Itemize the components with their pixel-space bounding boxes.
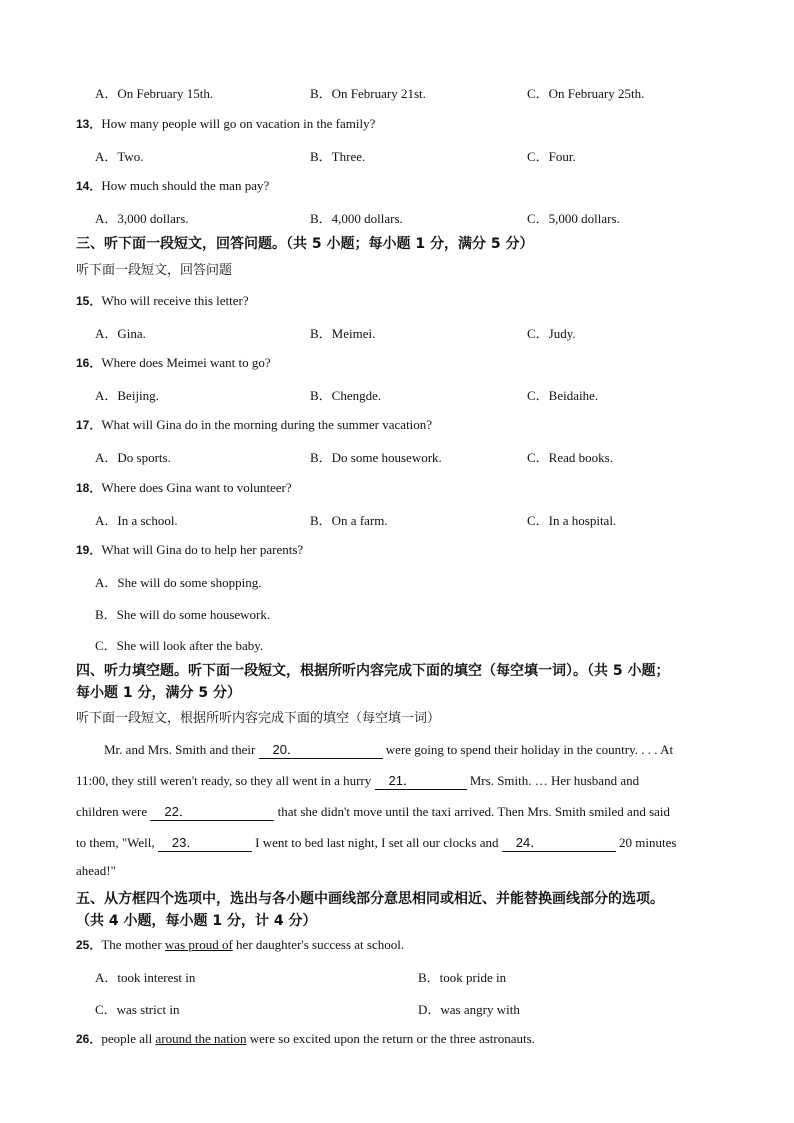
q15-option-a[interactable]: A．Gina. (95, 326, 146, 341)
question-17 (76, 416, 432, 433)
question-number: 15． (76, 294, 102, 308)
question-number: 13． (76, 117, 102, 131)
q13-option-a[interactable]: A．Two. (95, 149, 144, 164)
passage-text: that she didn't move until the taxi arrived. Then Mrs. Smith smiled and said (277, 804, 671, 819)
passage-text: children were (76, 804, 148, 819)
q13-option-b[interactable]: B．Three. (310, 149, 366, 164)
passage-line-2 (76, 770, 639, 790)
question-text: Where does Meimei want to go? (101, 355, 271, 370)
blank-22[interactable] (150, 801, 274, 821)
question-text: people all (101, 1031, 153, 1046)
passage-text: Mrs. Smith. … Her husband and (469, 773, 640, 788)
blank-23[interactable] (158, 832, 252, 852)
question-19 (76, 541, 303, 558)
question-text: How many people will go on vacation in the family? (101, 116, 376, 131)
section-4-heading-line-2: 每小题 1 分，满分 5 分） (76, 685, 241, 701)
passage-line-4 (76, 832, 676, 852)
question-text: What will Gina do to help her parents? (101, 542, 304, 557)
q19-option-a[interactable]: A．She will do some shopping. (95, 575, 262, 590)
q25-option-b[interactable]: B．took pride in (418, 970, 507, 985)
q16-option-b[interactable]: B．Chengde. (310, 388, 382, 403)
question-text: were so excited upon the return or the three astronauts. (249, 1031, 535, 1046)
q17-option-a[interactable]: A．Do sports. (95, 450, 171, 465)
question-text: How much should the man pay? (101, 178, 270, 193)
q16-option-c[interactable]: C．Beidaihe. (527, 388, 599, 403)
passage-line-1 (104, 739, 673, 759)
section-4-heading-line-1: 四、听力填空题。听下面一段短文，根据所听内容完成下面的填空（每空填一词）。（共 5 小题； (76, 663, 670, 679)
section-5-heading-line-1: 五、从方框四个选项中，选出与各小题中画线部分意思相同或相近、并能替换画线部分的选项。 (76, 891, 664, 907)
question-15 (76, 292, 249, 309)
q14-option-c[interactable]: C．5,000 dollars. (527, 211, 620, 226)
q17-option-c[interactable]: C．Read books. (527, 450, 613, 465)
q15-option-b[interactable]: B．Meimei. (310, 326, 376, 341)
blank-number: 24． (515, 835, 544, 850)
question-text: her daughter's success at school. (236, 937, 405, 952)
q12-option-b[interactable]: B．On February 21st. (310, 86, 426, 101)
q14-option-b[interactable]: B．4,000 dollars. (310, 211, 403, 226)
q17-option-b[interactable]: B．Do some housework. (310, 450, 442, 465)
question-number: 25． (76, 938, 102, 952)
question-13 (76, 115, 375, 132)
question-number: 14． (76, 179, 102, 193)
section-3-instruction: 听下面一段短文，回答问题 (76, 263, 233, 278)
question-number: 19． (76, 543, 102, 557)
q25-option-d[interactable]: D．was angry with (418, 1002, 520, 1017)
question-14 (76, 177, 269, 194)
question-number: 26． (76, 1032, 102, 1046)
question-25 (76, 936, 404, 953)
question-number: 18． (76, 481, 102, 495)
question-text: Where does Gina want to volunteer? (101, 480, 292, 495)
question-text: The mother (101, 937, 162, 952)
blank-21[interactable] (375, 770, 467, 790)
underlined-phrase: around the nation (155, 1031, 247, 1046)
section-5-heading-line-2: （共 4 小题，每小题 1 分，计 4 分） (76, 913, 317, 929)
passage-line-3 (76, 801, 670, 821)
q18-option-a[interactable]: A．In a school. (95, 513, 178, 528)
blank-24[interactable] (502, 832, 616, 852)
q18-option-b[interactable]: B．On a farm. (310, 513, 388, 528)
q18-option-c[interactable]: C．In a hospital. (527, 513, 617, 528)
q12-option-c[interactable]: C．On February 25th. (527, 86, 645, 101)
blank-number: 20． (272, 742, 301, 757)
q25-option-c[interactable]: C．was strict in (95, 1002, 180, 1017)
section-3-heading: 三、听下面一段短文，回答问题。（共 5 小题；每小题 1 分，满分 5 分） (76, 236, 534, 252)
question-text: What will Gina do in the morning during the summer vacation? (101, 417, 433, 432)
passage-line-5: ahead!" (76, 863, 116, 878)
passage-text: Mr. and Mrs. Smith and their (104, 742, 256, 757)
section-4-instruction: 听下面一段短文，根据所听内容完成下面的填空（每空填一词） (76, 711, 441, 726)
q15-option-c[interactable]: C．Judy. (527, 326, 576, 341)
blank-number: 21． (388, 773, 416, 788)
question-16 (76, 354, 271, 371)
passage-text: were going to spend their holiday in the country. . . . At (385, 742, 674, 757)
blank-number: 22． (164, 804, 192, 819)
q19-option-c[interactable]: C．She will look after the baby. (95, 638, 264, 653)
blank-number: 23． (171, 835, 200, 850)
passage-text: I went to bed last night, I set all our clocks and (255, 835, 499, 850)
passage-text: to them, "Well, (76, 835, 155, 850)
underlined-phrase: was proud of (164, 937, 233, 952)
q13-option-c[interactable]: C．Four. (527, 149, 576, 164)
q14-option-a[interactable]: A．3,000 dollars. (95, 211, 189, 226)
q16-option-a[interactable]: A．Beijing. (95, 388, 159, 403)
question-text: Who will receive this letter? (101, 293, 249, 308)
q19-option-b[interactable]: B．She will do some housework. (95, 607, 271, 622)
passage-text: 11:00, they still weren't ready, so they all went in a hurry (76, 773, 372, 788)
question-26 (76, 1030, 535, 1047)
question-number: 16． (76, 356, 102, 370)
passage-text: 20 minutes (618, 835, 677, 850)
q25-option-a[interactable]: A．took interest in (95, 970, 196, 985)
question-number: 17． (76, 418, 102, 432)
question-18 (76, 479, 292, 496)
q12-option-a[interactable]: A．On February 15th. (95, 86, 214, 101)
blank-20[interactable] (259, 739, 383, 759)
